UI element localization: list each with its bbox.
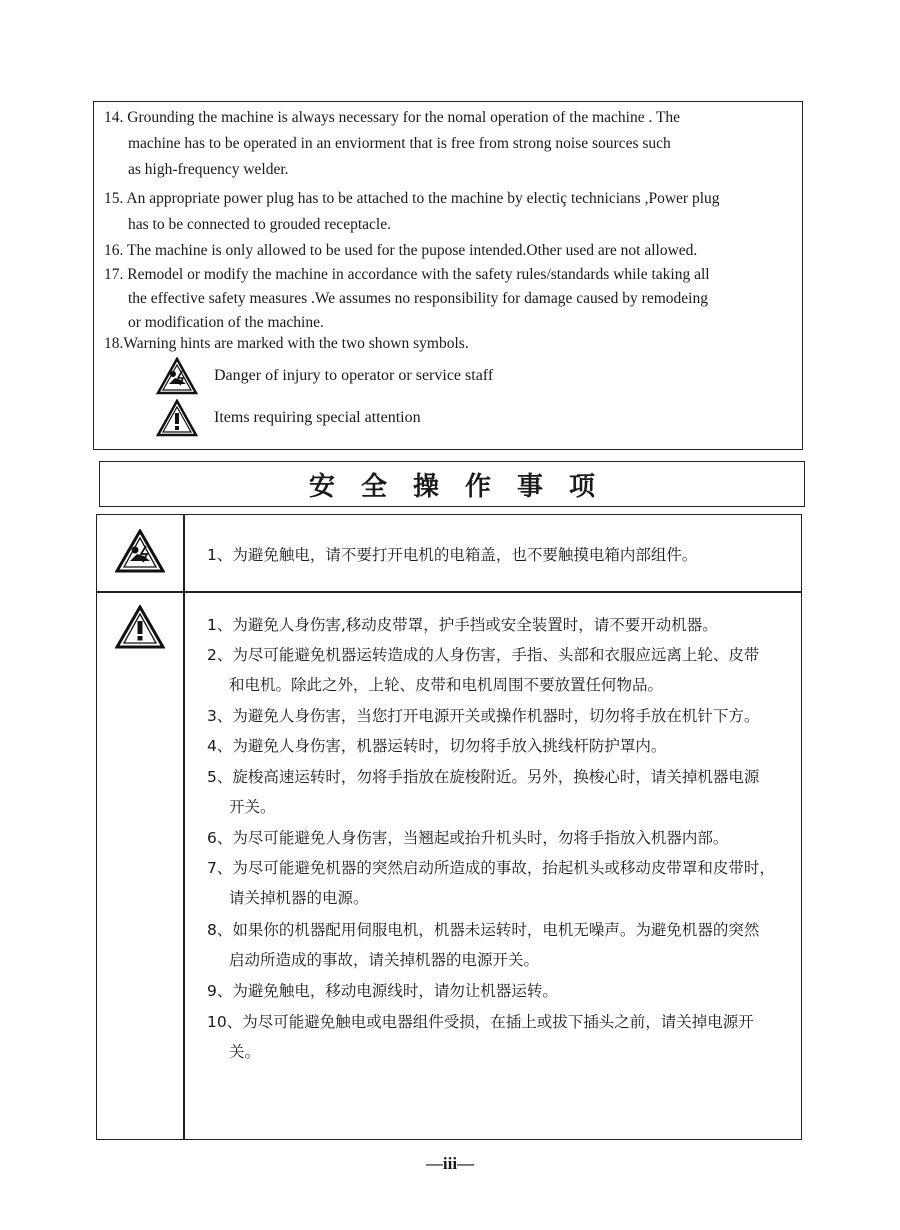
- page-number: —iii—: [425, 1154, 475, 1173]
- column-divider: [183, 515, 185, 1139]
- safety-item-10-line-2: 关。: [229, 1043, 261, 1061]
- exclamation-warning-icon: [156, 399, 198, 437]
- safety-item-5-line-1: 5、旋梭高速运转时，勿将手指放在旋梭附近。另外，换梭心时，请关掉机器电源: [207, 768, 760, 786]
- exclamation-warning-icon: [115, 605, 165, 649]
- electric-shock-warning-icon: [156, 357, 198, 395]
- safety-item-1-line-1: 1、为避免人身伤害,移动皮带罩，护手挡或安全装置时，请不要开动机器。: [207, 616, 718, 634]
- safety-item-7-line-2: 请关掉机器的电源。: [229, 889, 369, 907]
- section-title-box: [99, 461, 805, 507]
- note-15-line-2: has to be connected to grouded receptacle.: [128, 216, 391, 233]
- section-title: 安全操作事项: [308, 471, 621, 502]
- safety-item-8-line-2: 启动所造成的事故，请关掉机器的电源开关。: [229, 951, 540, 969]
- note-17-line-2: the effective safety measures .We assumes no responsibility for damage caused by remodeing: [128, 290, 708, 307]
- note-14-line-2: machine has to be operated in an enviorment that is free from strong noise sources such: [128, 135, 671, 152]
- english-notes-box: [93, 101, 803, 450]
- safety-item-10-line-1: 10、为尽可能避免触电或电器组件受损，在插上或拔下插头之前，请关掉电源开: [207, 1013, 754, 1031]
- safety-item-4-line-1: 4、为避免人身伤害，机器运转时，切勿将手放入挑线杆防护罩内。: [207, 737, 667, 755]
- safety-item-2-line-1: 2、为尽可能避免机器运转造成的人身伤害，手指、头部和衣服应远离上轮、皮带: [207, 646, 760, 664]
- symbol-row-electric: [156, 356, 493, 396]
- safety-item-8-line-1: 8、如果你的机器配用伺服电机，机器未运转时，电机无噪声。为避免机器的突然: [207, 921, 760, 939]
- safety-table: [96, 514, 802, 1140]
- symbol-row-attention: [156, 398, 421, 438]
- note-16-line-1: 16. The machine is only allowed to be used for the pupose intended.Other used are not allowed.: [104, 242, 698, 259]
- safety-item-9-line-1: 9、为避免触电，移动电源线时，请勿让机器运转。: [207, 982, 558, 1000]
- safety-item-7-line-1: 7、为尽可能避免机器的突然启动所造成的事故，抬起机头或移动皮带罩和皮带时，: [207, 859, 775, 877]
- row-divider: [97, 591, 801, 593]
- safety-item-6-line-1: 6、为尽可能避免人身伤害，当翘起或抬升机头时，勿将手指放入机器内部。: [207, 829, 729, 847]
- symbol-label-attention: Items requiring special attention: [214, 409, 421, 426]
- safety-item-2-line-2: 和电机。除此之外，上轮、皮带和电机周围不要放置任何物品。: [229, 676, 664, 694]
- note-17-line-1: 17. Remodel or modify the machine in accordance with the safety rules/standards while taking all: [104, 266, 710, 283]
- symbol-label-electric: Danger of injury to operator or service staff: [214, 367, 494, 384]
- safety-item-3-line-1: 3、为避免人身伤害，当您打开电源开关或操作机器时，切勿将手放在机针下方。: [207, 707, 760, 725]
- note-18-line-1: 18.Warning hints are marked with the two shown symbols.: [104, 335, 469, 352]
- safety-item-5-line-2: 开关。: [229, 798, 276, 816]
- note-15-line-1: 15. An appropriate power plug has to be attached to the machine by electiç technicians ,Power plug: [104, 190, 720, 207]
- note-14-line-1: 14. Grounding the machine is always necessary for the nomal operation of the machine . The: [104, 109, 681, 126]
- electric-shock-warning-icon: [115, 529, 165, 573]
- note-17-line-3: or modification of the machine.: [128, 314, 324, 331]
- note-14-line-3: as high-frequency welder.: [128, 161, 289, 178]
- electric-warning-line: 1、为避免触电，请不要打开电机的电箱盖，也不要触摸电箱内部组件。: [207, 546, 698, 564]
